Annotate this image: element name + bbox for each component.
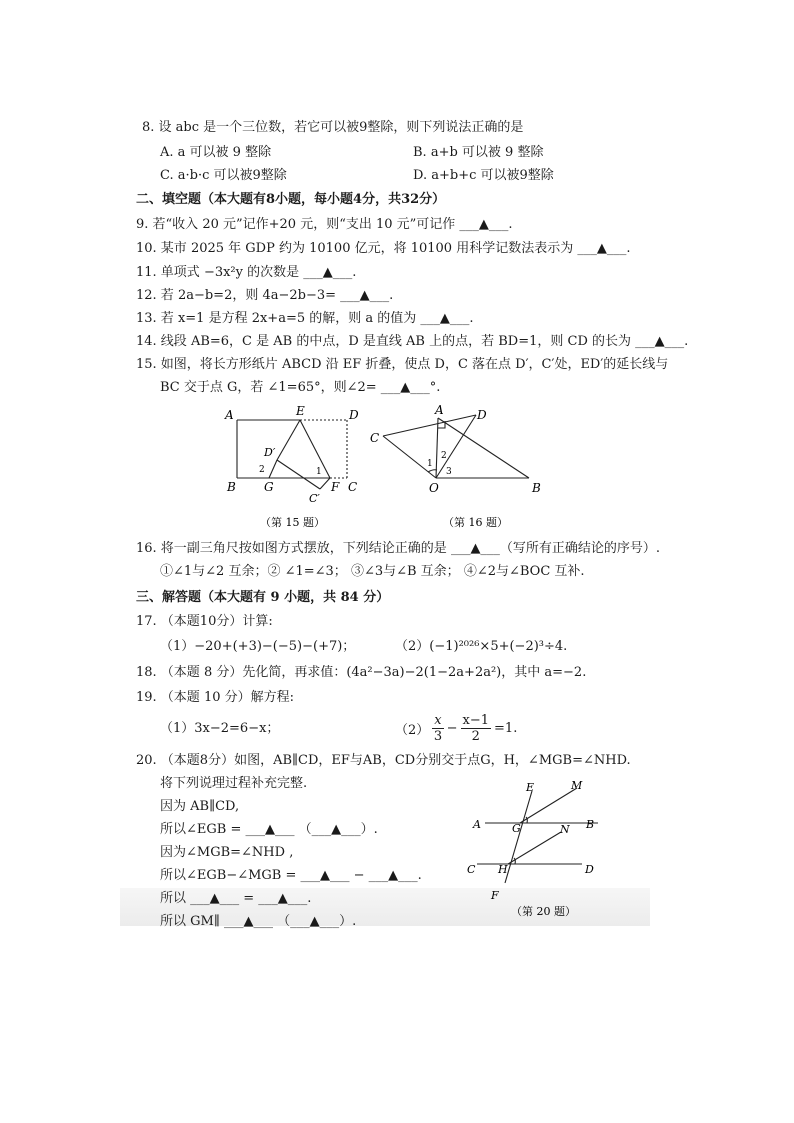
fig15-label-c: C [348,480,358,494]
q20-reason-line-5: 所以 ___▲___ = ___▲___. [160,891,312,906]
fig20-label-e: E [526,781,535,794]
question-18: 18. （本题 8 分）先化简，再求值：(4a²−3a)−2(1−2a+2a²)，其中 a=−2. [136,665,587,680]
fig16-label-a: A [435,403,444,417]
fig20-label-f: F [491,889,499,902]
fig15-edge-d-prime-c-prime [277,460,320,489]
fig16-angle-2: 2 [441,451,447,461]
question-15-line-1: 15. 如图，将长方形纸片 ABCD 沿 EF 折叠，使点 D，C 落在点 D′，C′处，ED′的延长线与 [136,357,669,372]
question-13: 13. 若 x=1 是方程 2x+a=5 的解，则 a 的值为 ___▲___. [136,311,474,326]
fig15-label-d: D [349,408,359,422]
q19-2-minus: − [446,720,458,736]
fig15-edge-ed-prime [277,420,300,460]
fig16-edge-od [436,415,476,478]
question-17: 17. （本题10分）计算: [136,614,273,629]
question-19: 19. （本题 10 分）解方程: [136,690,294,705]
fig15-edge-fc-prime [320,478,330,489]
question-17-part-2: （2）(−1)²⁰²⁶×5+(−2)³÷4. [395,639,568,654]
q20-reason-line-1: 因为 AB∥CD, [160,799,240,814]
fig20-label-a: A [473,818,481,831]
fig15-label-g: G [264,480,274,494]
fig15-label-f: F [331,480,340,494]
fig20-line-ef [505,791,532,883]
q19-2-fraction-1 [432,713,443,744]
question-11: 11. 单项式 −3x²y 的次数是 ___▲___. [136,265,357,280]
fig20-ray-hn [508,832,561,864]
section-3-heading: 三、解答题（本大题有 9 小题，共 84 分） [136,590,390,605]
q8-option-a: A. a 可以被 9 整除 [160,145,272,160]
question-16-line-1: 16. 将一副三角尺按如图方式摆放，下列结论正确的是 ___▲___（写所有正确结论的序号）. [136,541,661,556]
q19-2-fraction-2-denominator: 2 [471,728,480,744]
question-20-intro: 将下列说理过程补充完整. [160,776,308,791]
question-15-line-2: BC 交于点 G，若 ∠1=65°，则∠2= ___▲___°. [160,380,441,395]
question-19-part-2 [395,710,517,746]
fig20-label-b: B [586,818,595,831]
fig20-label-m: M [571,779,583,792]
q19-2-prefix: （2） [395,722,430,738]
q19-2-fraction-2 [461,713,492,744]
fig16-label-c: C [370,431,380,445]
question-17-part-1: （1）−20+(+3)−(−5)−(+7)； [160,639,356,654]
figure-16 [366,400,546,535]
fig16-edge-cd [383,415,476,436]
q20-reason-line-3: 因为∠MGB=∠NHD , [160,845,294,860]
question-12: 12. 若 2a−b=2，则 4a−2b−3= ___▲___. [136,288,394,303]
fig16-edge-oa [436,418,438,478]
q19-2-suffix: =1. [494,720,518,736]
q19-2-fraction-2-numerator: x−1 [462,712,490,728]
q8-option-d: D. a+b+c 可以被9整除 [413,168,554,183]
question-19-part-1: （1）3x−2=6−x； [160,721,280,736]
q20-reason-line-6: 所以 GM∥ ___▲___ （___▲___）. [160,914,357,929]
fig16-label-b: B [532,481,541,495]
q8-option-c: C. a·b·c 可以被9整除 [160,168,287,183]
q19-2-fraction-1-denominator: 3 [433,728,443,744]
q20-reason-line-4: 所以∠EGB−∠MGB = ___▲___ − ___▲___. [160,868,422,883]
fig20-angle-mark-h [514,858,515,864]
fig20-label-d: D [585,863,594,876]
fig16-angle-arc [428,470,437,472]
fig15-label-b: B [227,480,236,494]
question-20: 20. （本题8分）如图，AB∥CD，EF与AB，CD分别交于点G，H，∠MGB=∠NHD. [136,753,631,768]
fig15-fold-line-ef [300,420,330,478]
fig16-angle-1: 1 [427,459,433,469]
q19-2-fraction-1-numerator: x [434,712,442,728]
fig20-label-h: H [498,863,508,876]
question-16-line-2: ①∠1与∠2 互余；② ∠1=∠3； ③∠3与∠B 互余； ④∠2与∠BOC 互补. [160,564,585,579]
section-2-heading: 二、填空题（本大题有8小题，每小题4分，共32分） [136,192,446,207]
question-10: 10. 某市 2025 年 GDP 约为 10100 亿元，将 10100 用科学记数法表示为 ___▲___. [136,241,631,256]
fig20-label-g: G [512,822,521,835]
fig16-caption: （第 16 题） [443,516,508,529]
q8-option-b: B. a+b 可以被 9 整除 [413,145,544,160]
fig15-angle-1: 1 [316,467,322,477]
fig16-angle-3: 3 [446,467,452,477]
fig15-label-e: E [296,404,305,418]
fig20-caption: （第 20 题） [511,905,576,918]
fig20-label-n: N [560,823,570,836]
fig15-extension-dg [269,460,277,478]
fig20-label-c: C [467,863,476,876]
fig20-angle-mark-g [526,817,527,823]
fig15-label-d-prime: D′ [264,446,276,459]
question-9: 9. 若“收入 20 元”记作+20 元，则“支出 10 元”可记作 ___▲___. [136,217,513,232]
figure-15 [220,400,370,535]
fig15-angle-2: 2 [259,465,265,475]
fig15-label-a: A [225,408,234,422]
fig15-caption: （第 15 题） [260,516,325,529]
fig15-label-c-prime: C′ [309,492,320,505]
fig16-label-o: O [429,481,439,495]
q8-stem: 8. 设 abc 是一个三位数，若它可以被9整除，则下列说法正确的是 [142,120,524,135]
question-14: 14. 线段 AB=6，C 是 AB 的中点，D 是直线 AB 上的点，若 BD=1，则 CD 的长为 ___▲___. [136,334,689,349]
figure-20 [465,775,610,925]
q20-reason-line-2: 所以∠EGB = ___▲___ （___▲___）. [160,822,378,837]
fig16-label-d: D [477,408,487,422]
